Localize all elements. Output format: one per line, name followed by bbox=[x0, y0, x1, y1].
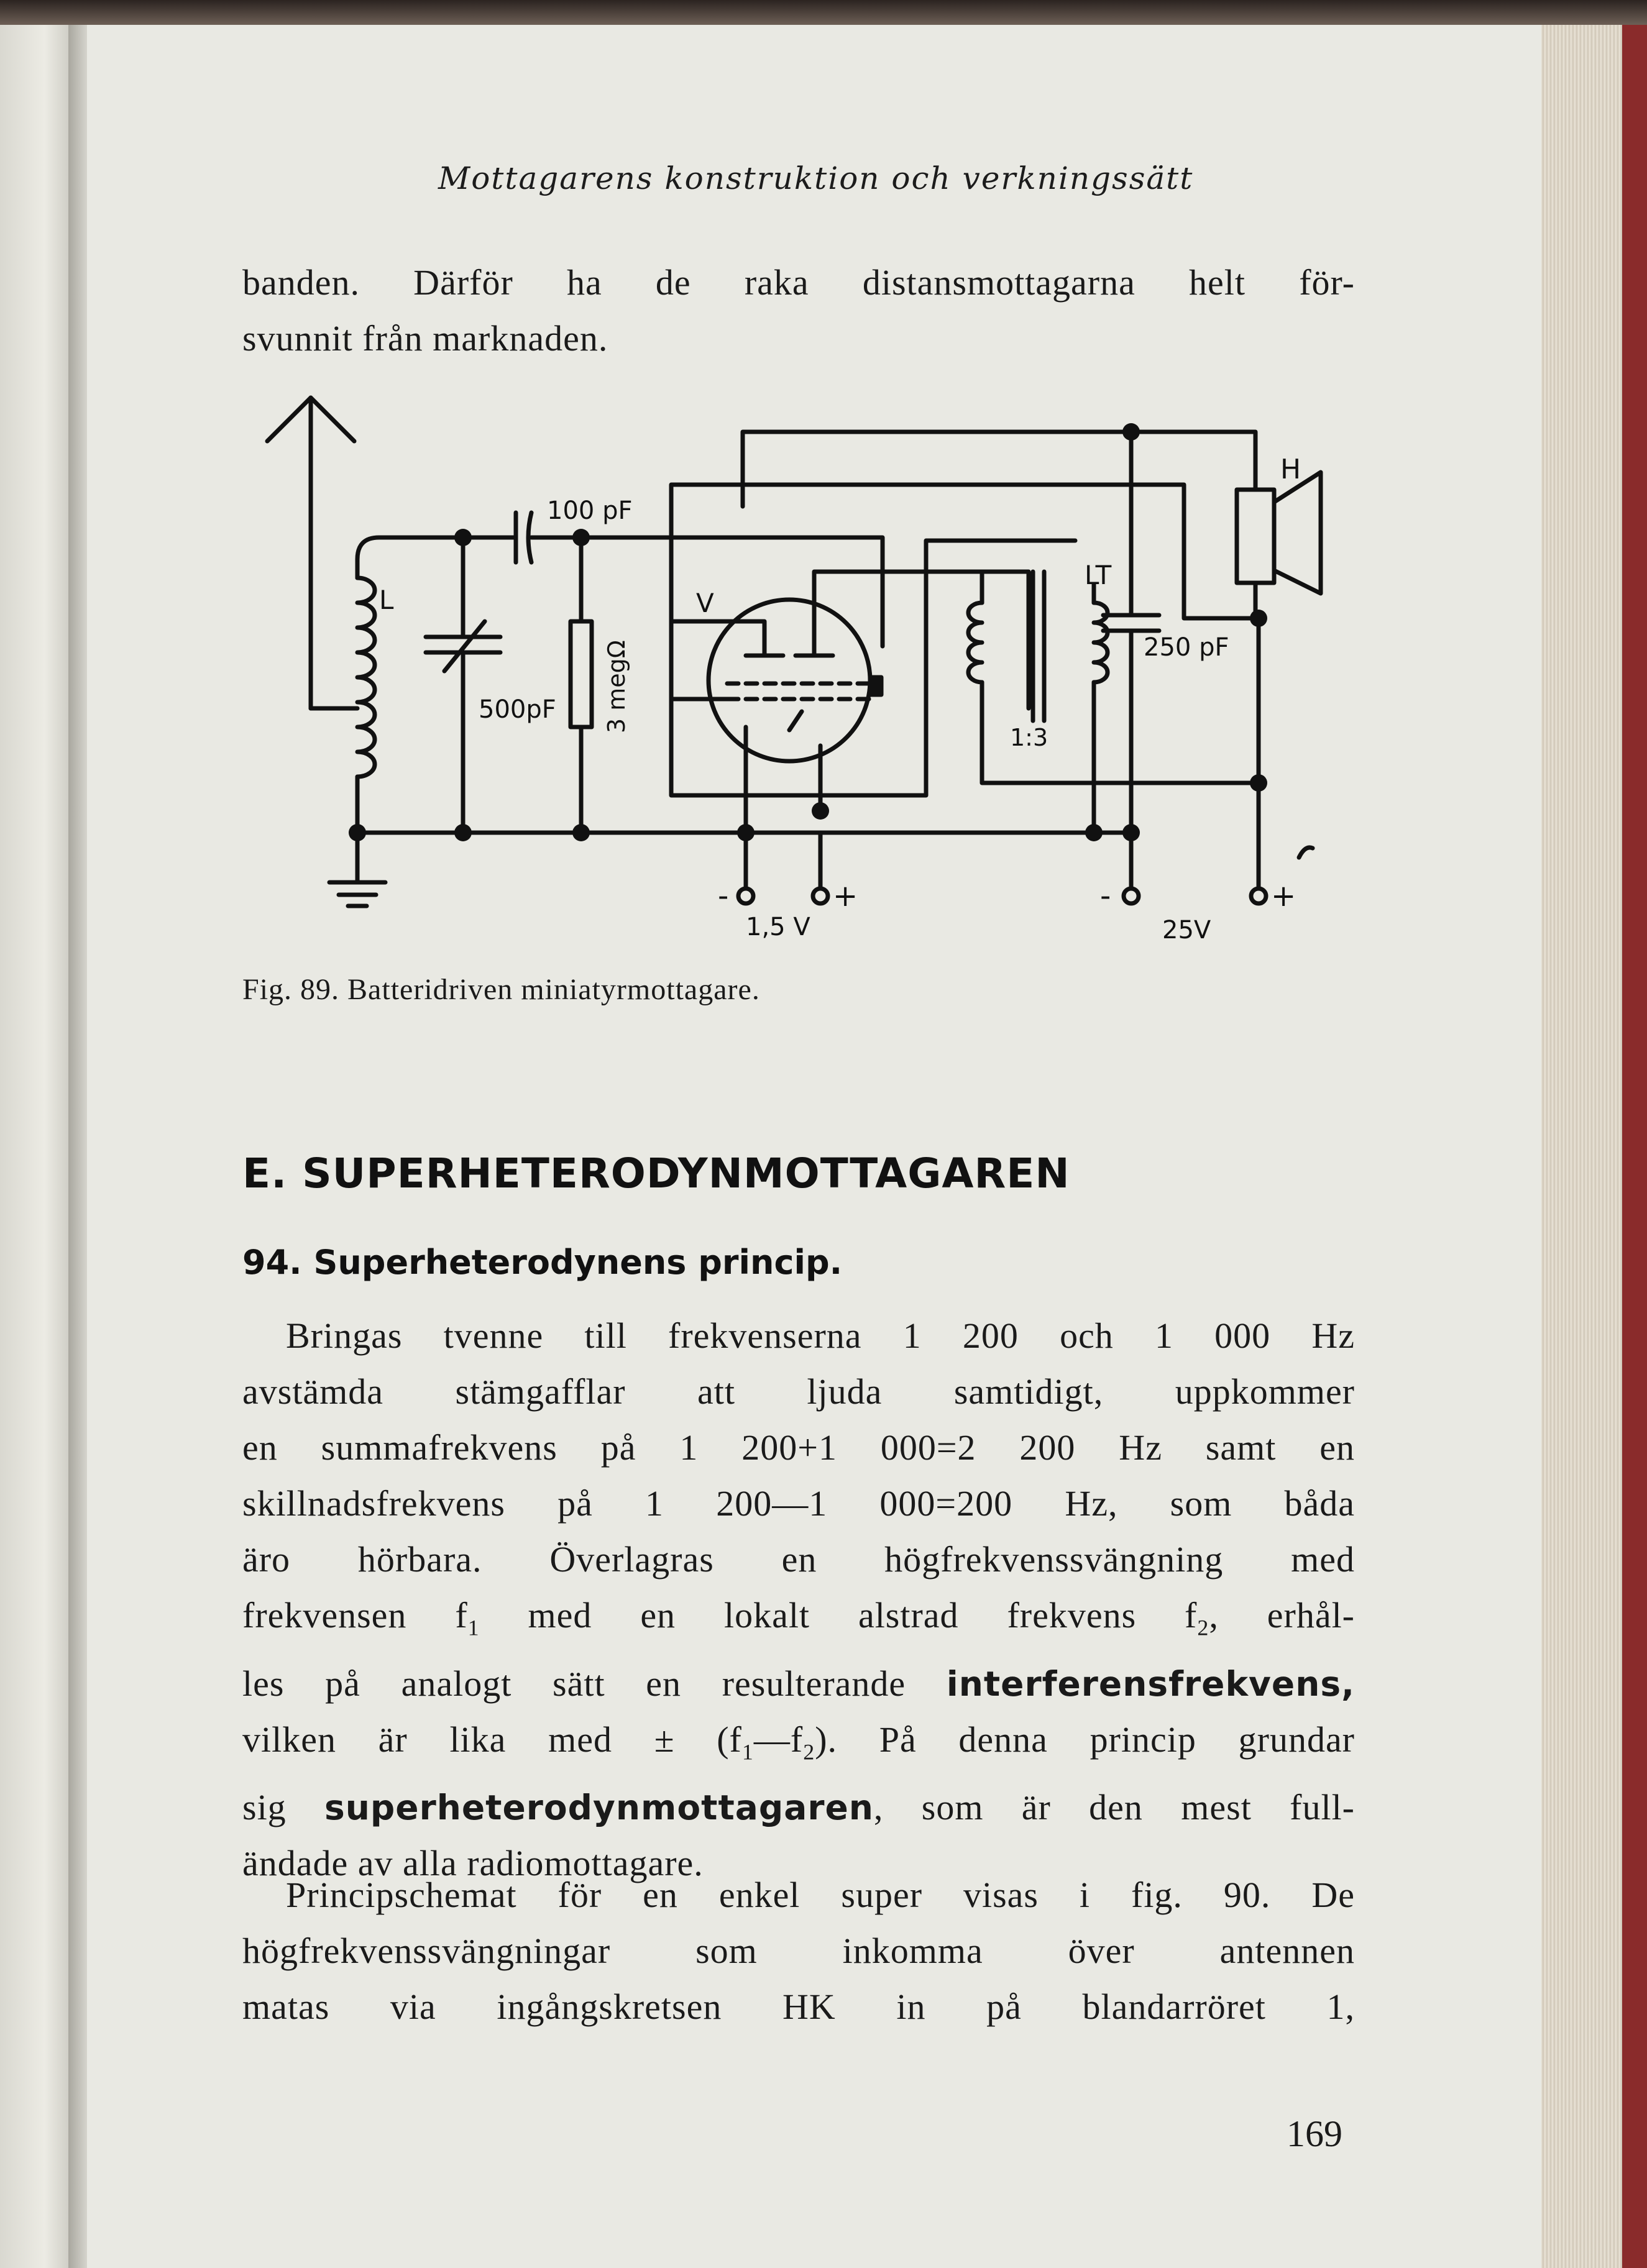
text-line: äro hörbara. Överlagras en högfrekvenssvängning med bbox=[242, 1539, 1355, 1580]
text-line: banden. Därför ha de raka distansmottagarna helt för- bbox=[242, 262, 1355, 303]
text-run: , som är den mest full- bbox=[873, 1787, 1356, 1828]
circuit-diagram bbox=[249, 373, 1367, 963]
label-ratio: 1:3 bbox=[1010, 724, 1048, 751]
label-25v: 25V bbox=[1162, 916, 1211, 944]
text-line: skillnadsfrekvens på 1 200—1 000=200 Hz, som båda bbox=[242, 1483, 1355, 1524]
text-run: les på analogt sätt en resulterande bbox=[242, 1663, 947, 1704]
label-3meg: 3 megΩ bbox=[603, 640, 630, 733]
bold-term: interferensfrekvens, bbox=[946, 1663, 1355, 1704]
subscript: 1 bbox=[467, 1615, 480, 1640]
body-paragraph-1 bbox=[242, 1308, 1355, 1891]
text-line: Bringas tvenne till frekvenserna 1 200 och 1 000 Hz bbox=[286, 1315, 1355, 1356]
body-paragraph-2 bbox=[242, 1867, 1355, 2035]
label-minus-2: - bbox=[1100, 879, 1111, 913]
section-heading: E. SUPERHETERODYNMOTTAGAREN bbox=[242, 1150, 1070, 1197]
text-line bbox=[242, 1656, 1355, 1712]
label-transformer: LT bbox=[1085, 560, 1112, 590]
page-edges bbox=[1541, 25, 1647, 2268]
text-line bbox=[242, 1712, 1355, 1780]
antenna-arrow-icon bbox=[267, 398, 357, 708]
grid-wire bbox=[581, 537, 883, 646]
text-run: ). På denna princip grundar bbox=[815, 1719, 1355, 1760]
label-tube: V bbox=[696, 588, 714, 618]
text-line: högfrekvenssvängningar som inkomma över antennen bbox=[242, 1931, 1355, 1971]
label-250pf: 250 pF bbox=[1144, 633, 1229, 662]
text-line: Principschemat för en enkel super visas i fig. 90. De bbox=[286, 1875, 1355, 1915]
label-100pf: 100 pF bbox=[547, 496, 633, 525]
subscript: 2 bbox=[1197, 1615, 1209, 1640]
transformer-symbol bbox=[968, 572, 1131, 833]
label-500pf: 500pF bbox=[479, 695, 556, 724]
subscript: 1 bbox=[741, 1739, 754, 1765]
left-page-edge bbox=[0, 25, 75, 2268]
intro-paragraph bbox=[242, 255, 1355, 367]
text-line: svunnit från marknaden. bbox=[242, 318, 608, 359]
subscript: 2 bbox=[803, 1739, 815, 1765]
tube-envelope bbox=[709, 600, 870, 761]
text-run: med en lokalt alstrad frekvens f bbox=[479, 1595, 1198, 1635]
text-line: avstämda stämgafflar att ljuda samtidigt, uppkommer bbox=[242, 1371, 1355, 1412]
coil-symbol bbox=[357, 537, 463, 833]
running-header: Mottagarens konstruktion och verkningssätt bbox=[438, 160, 1194, 196]
label-phones: H bbox=[1280, 454, 1301, 485]
figure-caption: Fig. 89. Batteridriven miniatyrmottagare. bbox=[242, 973, 760, 1006]
label-minus-1: - bbox=[718, 879, 729, 913]
text-line: matas via ingångskretsen HK in på blandarröret 1, bbox=[242, 1987, 1355, 2027]
label-1-5v: 1,5 V bbox=[746, 913, 810, 941]
bold-term: superheterodynmottagaren bbox=[324, 1788, 874, 1828]
text-run: vilken är lika med ± (f bbox=[242, 1719, 742, 1760]
label-plus-2: + bbox=[1271, 879, 1296, 913]
text-line bbox=[242, 1780, 1355, 1836]
text-line: en summafrekvens på 1 200+1 000=2 200 Hz samt en bbox=[242, 1427, 1355, 1468]
text-run: , erhål- bbox=[1209, 1595, 1355, 1635]
label-coil: L bbox=[379, 585, 394, 615]
text-run: frekvensen f bbox=[242, 1595, 468, 1635]
headphone-icon bbox=[1237, 460, 1321, 618]
page-number: 169 bbox=[1287, 2113, 1342, 2154]
text-line: ändade av alla radiomottagare. bbox=[242, 1843, 704, 1884]
text-line bbox=[242, 1588, 1355, 1656]
subsection-heading: 94. Superheterodynens princip. bbox=[242, 1243, 843, 1282]
label-plus-1: + bbox=[833, 879, 858, 913]
text-run: —f bbox=[753, 1719, 804, 1760]
text-run: sig bbox=[242, 1787, 325, 1828]
